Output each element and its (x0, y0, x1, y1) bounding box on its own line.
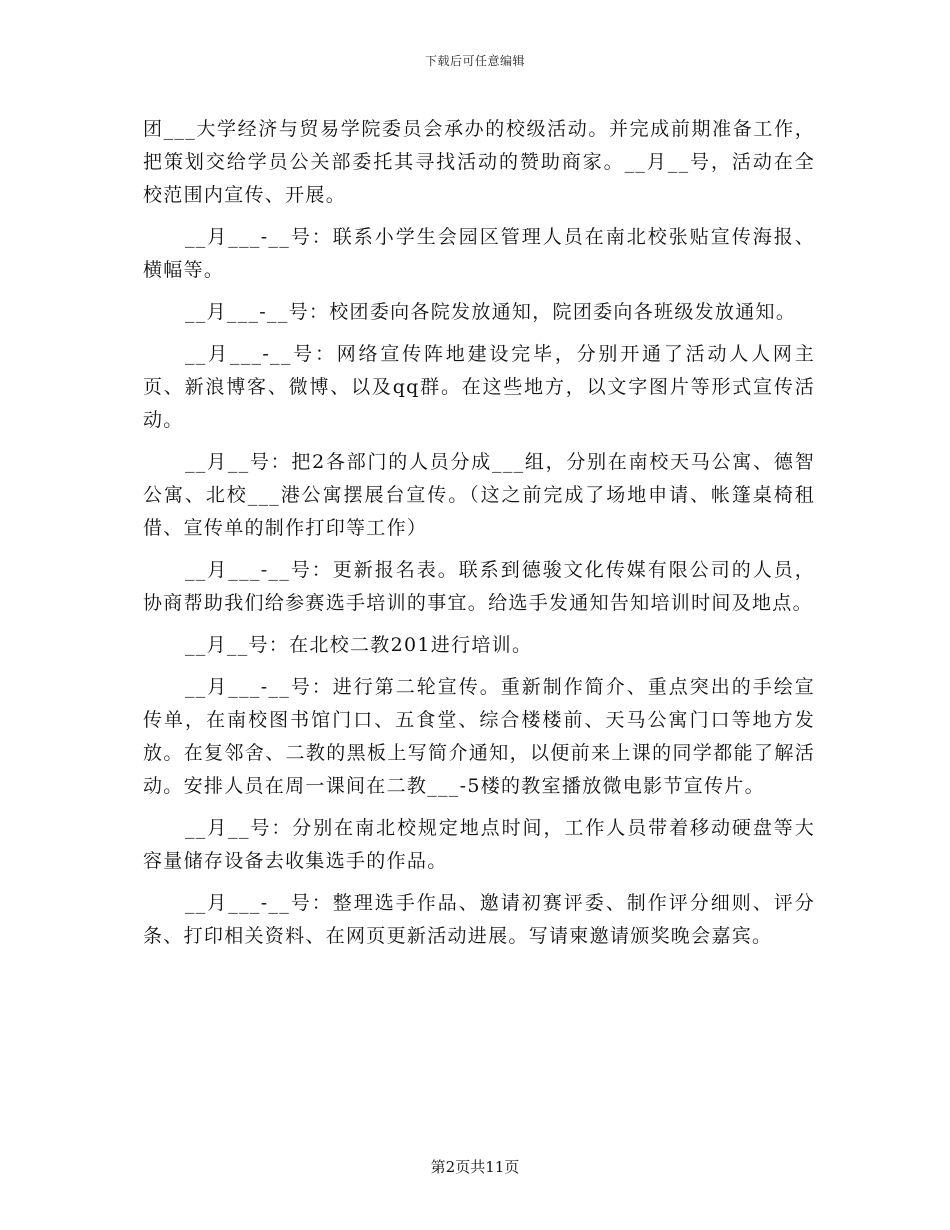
document-body (143, 113, 815, 962)
paragraph-10: __月___-__号：整理选手作品、邀请初赛评委、制作评分细则、评分条、打印相关资料、在网页更新活动进展。写请柬邀请颁奖晚会嘉宾。 (143, 892, 815, 947)
paragraph-8: __月___-__号：进行第二轮宣传。重新制作简介、重点突出的手绘宣传单，在南校图书馆门口、五食堂、综合楼楼前、天马公寓门口等地方发放。在复邻舍、二教的黑板上写简介通知，以便前来上课的同学都能了解活动。安排人员在周一课间在二教___-5楼的教室播放微电影节宣传片。 (143, 676, 815, 797)
page-number-footer: 第2页共11页 (430, 1158, 520, 1176)
paragraph-6: __月___-__号：更新报名表。联系到德骏文化传媒有限公司的人员，协商帮助我们给参赛选手培训的事宜。给选手发通知告知培训时间及地点。 (143, 559, 815, 614)
paragraph-7: __月__号：在北校二教201进行培训。 (185, 634, 533, 656)
paragraph-2: __月___-__号：联系小学生会园区管理人员在南北校张贴宣传海报、横幅等。 (143, 226, 815, 281)
paragraph-9: __月__号：分别在南北校规定地点时间，工作人员带着移动硬盘等大容量储存设备去收集选手的作品。 (143, 817, 815, 872)
paragraph-3: __月___-__号：校团委向各院发放通知，院团委向各班级发放通知。 (185, 301, 797, 323)
paragraph-4: __月___-__号：网络宣传阵地建设完毕，分别开通了活动人人网主页、新浪博客、微博、以及qq群。在这些地方，以文字图片等形式宣传活动。 (143, 343, 815, 431)
paragraph-5: __月__号：把2各部门的人员分成___组，分别在南校天马公寓、德智公寓、北校___港公寓摆展台宣传。（这之前完成了场地申请、帐篷桌椅租借、宣传单的制作打印等工作） (143, 451, 815, 539)
page-header: 下载后可任意编辑 (424, 54, 525, 68)
paragraph-1: 团___大学经济与贸易学院委员会承办的校级活动。并完成前期准备工作，把策划交给学员公关部委托其寻找活动的赞助商家。__月__号，活动在全校范围内宣传、开展。 (143, 118, 815, 206)
